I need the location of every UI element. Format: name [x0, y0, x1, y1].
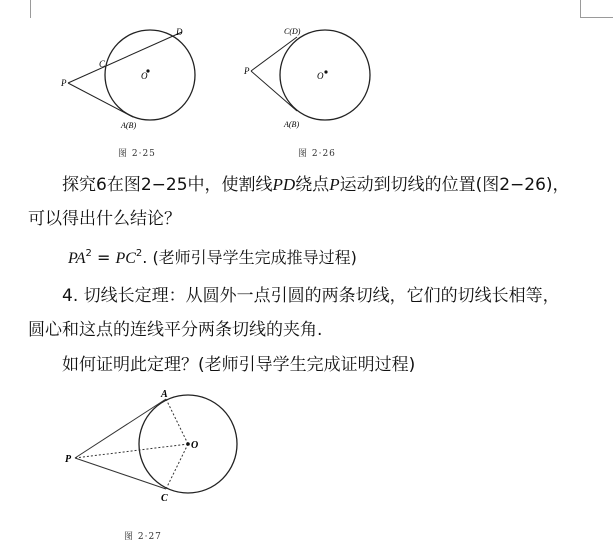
page-corner-mark-right-h	[580, 17, 613, 18]
caption-2-27: 图 2·27	[124, 532, 162, 542]
radius-oa	[166, 399, 188, 444]
center-point	[324, 70, 327, 73]
formula-note: . (老师引导学生完成推导过程)	[142, 248, 357, 267]
text-segment: 绕点	[295, 175, 330, 195]
formula-line	[68, 243, 357, 270]
math-pd: PD	[272, 175, 296, 194]
tangent-line-pa	[75, 399, 166, 458]
math-sup: 2	[135, 248, 143, 259]
tangent-line	[68, 83, 133, 117]
tangent-line-pc	[75, 458, 166, 489]
tangent-line-lower	[251, 71, 297, 111]
text-segment: 探究6在图2−25中，使割线	[62, 175, 273, 195]
label-c-d: C(D)	[284, 27, 301, 36]
label-p: P	[61, 78, 67, 88]
circle	[105, 30, 195, 120]
page-corner-mark-right	[580, 0, 581, 18]
caption-2-26: 图 2·26	[298, 149, 336, 159]
proof-question: 如何证明此定理？(老师引导学生完成证明过程)	[62, 355, 416, 375]
tangent-line-upper	[251, 37, 297, 71]
label-o: O	[191, 440, 199, 451]
label-c: C	[99, 59, 106, 69]
theorem-line1: 4. 切线长定理：从圆外一点引圆的两条切线，它们的切线长相等，	[62, 286, 560, 306]
paragraph-explore-6-line1	[62, 174, 570, 196]
label-c: C	[161, 493, 168, 504]
line-po	[75, 444, 188, 458]
theorem-line2: 圆心和这点的连线平分两条切线的夹角.	[28, 320, 323, 340]
text-segment: 运动到切线的位置(图2−26)，	[339, 175, 570, 195]
center-point	[186, 442, 190, 446]
secant-line	[68, 32, 182, 83]
math-eq: =	[91, 248, 116, 267]
caption-2-25: 图 2·25	[118, 149, 156, 159]
label-a: A	[161, 389, 168, 400]
label-a-b: A(B)	[121, 121, 137, 130]
math-p: P	[329, 175, 340, 194]
figure-2-26	[240, 15, 420, 135]
figure-2-27	[60, 385, 260, 510]
label-p: P	[244, 66, 250, 76]
label-d: D	[176, 27, 183, 37]
label-a-b: A(B)	[284, 120, 300, 129]
math-pa: PA	[68, 250, 86, 267]
math-pc: PC	[115, 250, 136, 267]
radius-oc	[166, 444, 188, 489]
math-sup: 2	[85, 248, 92, 259]
paragraph-explore-6-line2: 可以得出什么结论？	[28, 209, 181, 229]
figure-2-25	[55, 15, 235, 135]
circle	[280, 30, 370, 120]
label-o: O	[141, 71, 148, 81]
page-corner-mark-left	[30, 0, 31, 18]
label-o: O	[317, 71, 324, 81]
label-p: P	[65, 454, 72, 465]
